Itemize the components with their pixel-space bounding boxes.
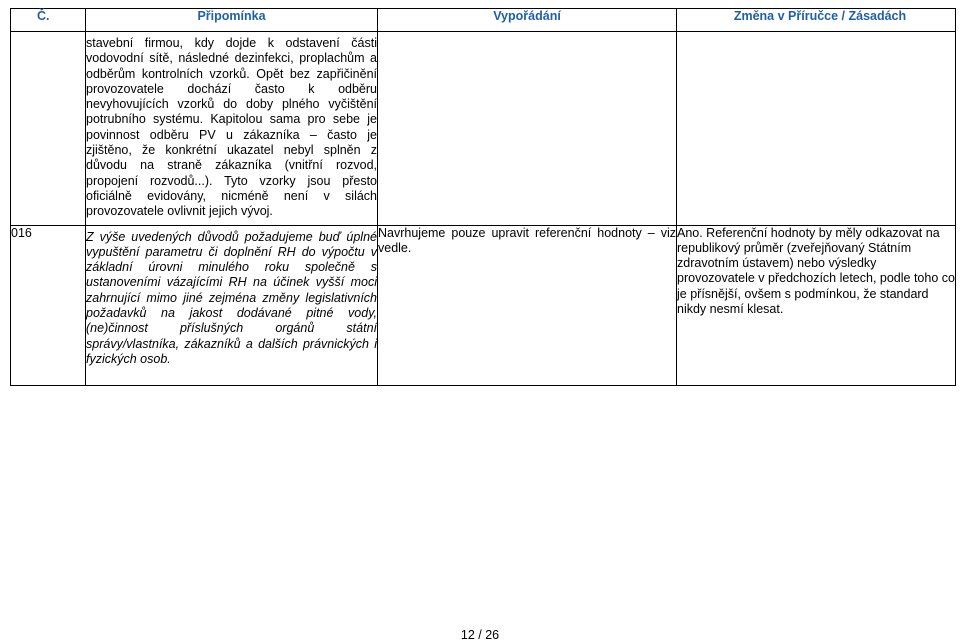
header-resolution: Vypořádání [378,9,677,32]
row-change [677,32,956,226]
header-change: Změna v Příručce / Zásadách [677,9,956,32]
row-change: Ano. Referenční hodnoty by měly odkazovat na republikový průměr (zveřejňovaný Státním zdravotním ústavem) nebo výsledky provozovatele v předchozích letech, podle toho co je přísnější, ovšem s podmínkou, že standard nikdy nesmí klesat. [677,225,956,385]
row-comment: stavební firmou, kdy dojde k odstavení části vodovodní sítě, následné dezinfekci, proplachům a odběrům kontrolních vzorků. Opět bez zapřičinění provozovatele dochází často k odběru nevyhovujících vzorků do doby plného vyčištění potrubního systému. Kapitolou sama pro sebe je povinnost odběru PV u zákazníka – často je zjištěno, že konkrétní ukazatel nebyl splněn z důvodu na straně zákazníka (vnitřní rozvod, propojení rozvodů...). Tyto vzorky jsou přesto oficiálně evidovány, nicméně není v silách provozovatele ovlivnit jejich vývoj. [86,32,378,226]
row-resolution [378,32,677,226]
header-number: Č. [11,9,86,32]
page-number: 12 / 26 [460,628,500,642]
row-resolution: Navrhujeme pouze upravit referenční hodnoty – viz vedle. [378,225,677,385]
comments-table [10,8,956,386]
row-comment: Z výše uvedených důvodů požadujeme buď úplné vypuštění parametru či doplnění RH do výpočtu v základní úrovni minulého roku společně s ustanoveními vázajícími RH na účinek vyšší moci zahrnující mimo jiné zejména změny legislativních požadavků na jakost dodávané pitné vody, (ne)činnost příslušných orgánů státní správy/vlastníka, zákazníků a dalších právnických i fyzických osob. [86,225,378,385]
table-header-row [11,9,956,32]
table-row [11,225,956,385]
header-comment: Připomínka [86,9,378,32]
row-number [11,32,86,226]
row-number: 016 [11,225,86,385]
table-row [11,32,956,226]
